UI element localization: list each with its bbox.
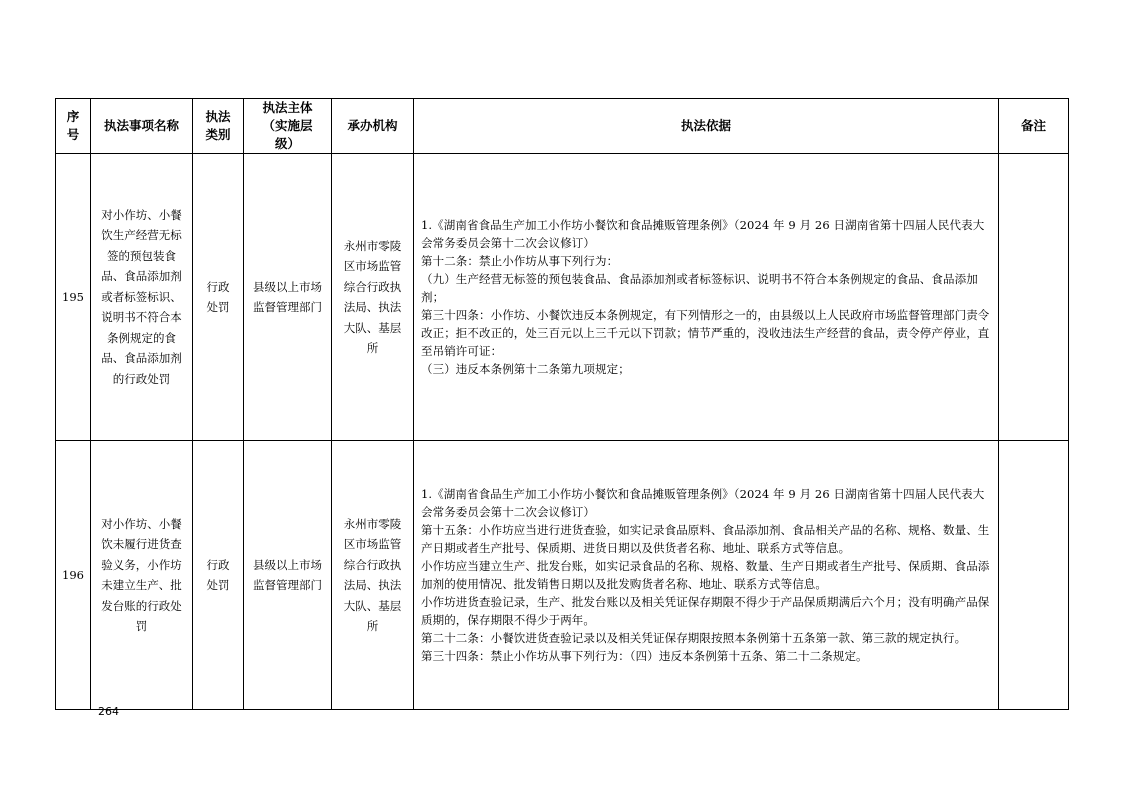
basis-paragraph: 小作坊应当建立生产、批发台账，如实记录食品的名称、规格、数量、生产日期或者生产批号、保质期、食品添加剂的使用情况、批发销售日期以及批发购货者名称、地址、联系方式等信息。 [421,559,990,591]
row-subject: 县级以上市场监督管理部门 [244,154,332,441]
row-agency: 永州市零陵区市场监管综合行政执法局、执法大队、基层所 [332,441,414,710]
row-category: 行政处罚 [193,441,244,710]
header-subject: 执法主体（实施层级） [244,99,332,154]
header-remarks: 备注 [999,99,1069,154]
header-row [56,99,1069,154]
row-agency: 永州市零陵区市场监管综合行政执法局、执法大队、基层所 [332,154,414,441]
row-category: 行政处罚 [193,154,244,441]
row-remarks [999,441,1069,710]
row-basis [414,441,999,710]
basis-paragraph: 第三十四条：禁止小作坊从事下列行为：（四）违反本条例第十五条、第二十二条规定。 [421,649,868,663]
page-number: 264 [98,705,119,718]
enforcement-items-table [55,98,1069,710]
row-item-name: 对小作坊、小餐饮生产经营无标签的预包装食品、食品添加剂或者标签标识、说明书不符合本条例规定的食品、食品添加剂的行政处罚 [91,154,193,441]
basis-paragraph: （九）生产经营无标签的预包装食品、食品添加剂或者标签标识、说明书不符合本条例规定的食品、食品添加剂； [421,272,978,304]
table-row [56,154,1069,441]
row-index: 195 [56,154,91,441]
header-name: 执法事项名称 [91,99,193,154]
basis-paragraph: 第三十四条：小作坊、小餐饮违反本条例规定，有下列情形之一的，由县级以上人民政府市场监督管理部门责令改正；拒不改正的，处三百元以上三千元以下罚款；情节严重的，没收违法生产经营的食品，责令停产停业，直至吊销许可证： [421,308,990,358]
basis-paragraph: 第二十二条：小餐饮进货查验记录以及相关凭证保存期限按照本条例第十五条第一款、第三款的规定执行。 [421,631,967,645]
header-basis: 执法依据 [414,99,999,154]
header-index: 序号 [56,99,91,154]
row-remarks [999,154,1069,441]
table-row [56,441,1069,710]
row-subject: 县级以上市场监督管理部门 [244,441,332,710]
basis-paragraph: 1.《湖南省食品生产加工小作坊小餐饮和食品摊贩管理条例》（2024 年 9 月 26 日湖南省第十四届人民代表大会常务委员会第十二次会议修订） [421,218,985,250]
basis-paragraph: 1.《湖南省食品生产加工小作坊小餐饮和食品摊贩管理条例》（2024 年 9 月 26 日湖南省第十四届人民代表大会常务委员会第十二次会议修订） [421,487,985,519]
basis-paragraph: 第十五条：小作坊应当进行进货查验，如实记录食品原料、食品添加剂、食品相关产品的名称、规格、数量、生产日期或者生产批号、保质期、进货日期以及供货者名称、地址、联系方式等信息。 [421,523,990,555]
basis-paragraph: 小作坊进货查验记录，生产、批发台账以及相关凭证保存期限不得少于产品保质期满后六个月；没有明确产品保质期的，保存期限不得少于两年。 [421,595,990,627]
row-index: 196 [56,441,91,710]
row-item-name: 对小作坊、小餐饮未履行进货查验义务，小作坊未建立生产、批发台账的行政处罚 [91,441,193,710]
row-basis [414,154,999,441]
header-category: 执法类别 [193,99,244,154]
header-agency: 承办机构 [332,99,414,154]
basis-paragraph: （三）违反本条例第十二条第九项规定； [421,362,630,376]
basis-paragraph: 第十二条：禁止小作坊从事下列行为： [421,254,619,268]
